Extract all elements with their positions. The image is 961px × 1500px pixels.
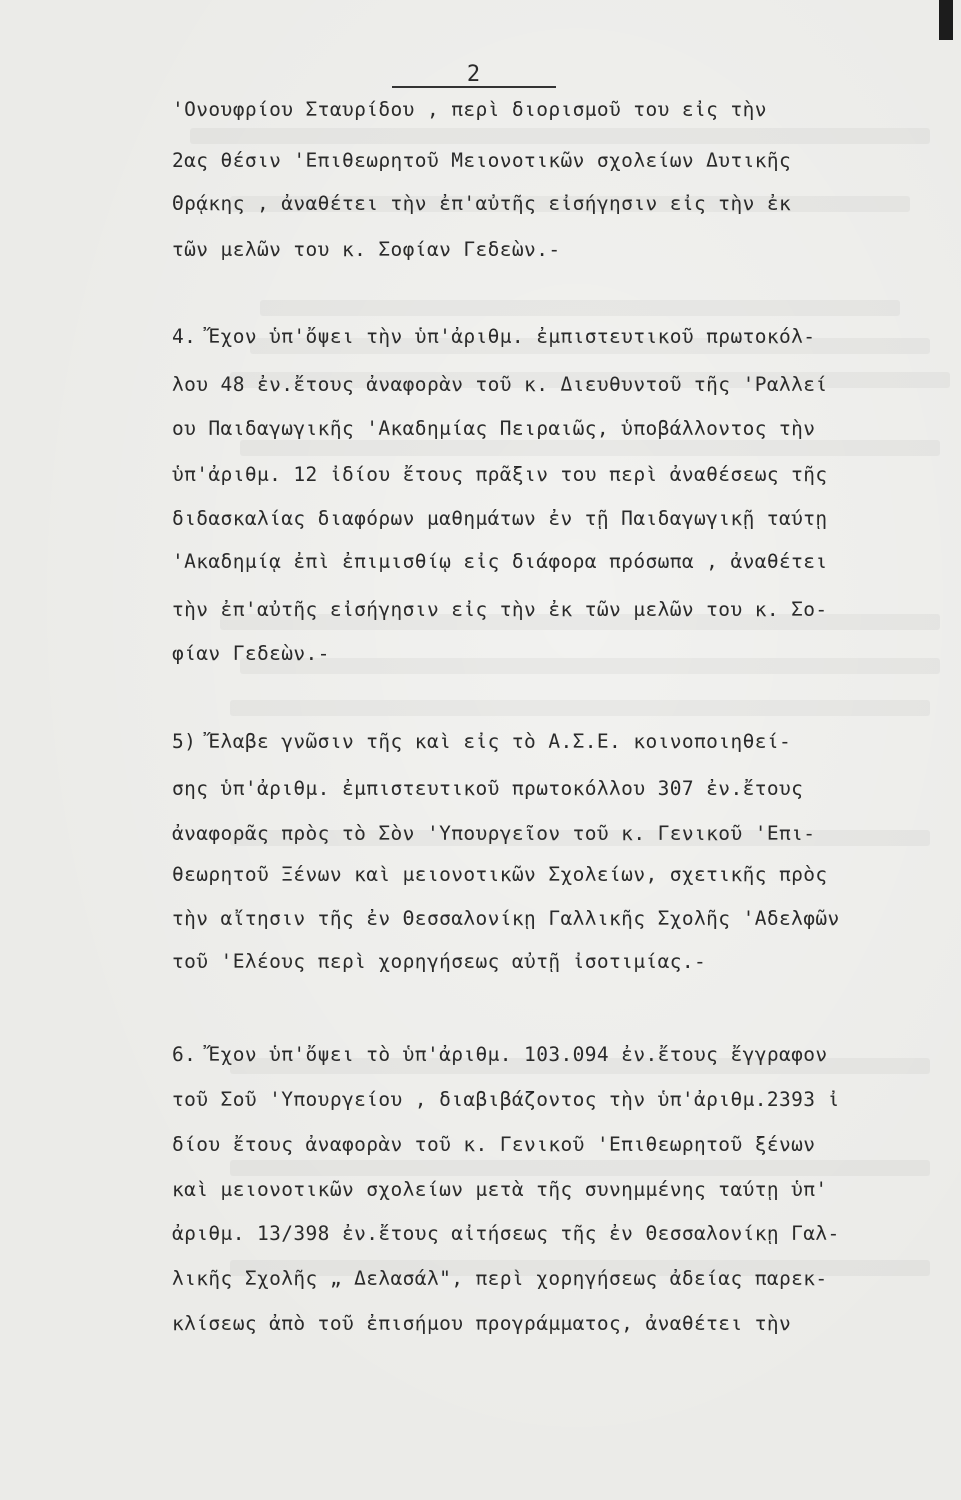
text-line: λικῆς Σχολῆς „ Δελασάλ", περὶ χορηγήσεως ἀδείας παρεκ- — [172, 1267, 828, 1290]
page-number — [384, 62, 564, 87]
bleed-through — [230, 1160, 930, 1176]
text-line: ου Παιδαγωγικῆς 'Ακαδημίας Πειραιῶς, ὑποβάλλοντος τὴν — [172, 417, 816, 440]
text-line: διδασκαλίας διαφόρων μαθημάτων ἐν τῇ Παιδαγωγικῇ ταύτῃ — [172, 507, 828, 530]
text-line: ὑπ'ἀριθμ. 12 ἰδίου ἔτους πρᾶξιν του περὶ ἀναθέσεως τῆς — [172, 463, 828, 486]
text-line: 4. Ἔχον ὑπ'ὄψει τὴν ὑπ'ἀριθμ. ἐμπιστευτικοῦ πρωτοκόλ- — [172, 325, 816, 348]
text-line: λου 48 ἐν.ἔτους ἀναφορὰν τοῦ κ. Διευθυντοῦ τῆς 'Ραλλεί — [172, 373, 828, 396]
bleed-through — [240, 658, 940, 674]
text-line: ἀριθμ. 13/398 ἐν.ἔτους αἰτήσεως τῆς ἐν Θεσσαλονίκῃ Γαλ- — [172, 1222, 840, 1245]
text-line: 6. Ἔχον ὑπ'ὄψει τὸ ὑπ'ἀριθμ. 103.094 ἐν.ἔτους ἔγγραφον — [172, 1043, 828, 1066]
text-line: τῶν μελῶν του κ. Σοφίαν Γεδεὼν.- — [172, 238, 561, 261]
bleed-through — [260, 300, 900, 316]
text-line: 5) Ἔλαβε γνῶσιν τῆς καὶ εἰς τὸ Α.Σ.Ε. κοινοποιηθεί- — [172, 730, 792, 753]
page-number-underline — [392, 86, 556, 88]
text-line: τοῦ Σοῦ 'Υπουργείου , διαβιβάζοντος τὴν ὑπ'ἀριθμ.2393 ἰ — [172, 1088, 840, 1111]
text-line: τοῦ 'Ελέους περὶ χορηγήσεως αὐτῇ ἰσοτιμίας.- — [172, 950, 707, 973]
text-line: 'Ονουφρίου Σταυρίδου , περὶ διορισμοῦ του εἰς τὴν — [172, 98, 767, 121]
text-line: τὴν αἴτησιν τῆς ἐν Θεσσαλονίκῃ Γαλλικῆς Σχολῆς 'Αδελφῶν — [172, 907, 840, 930]
bleed-through — [190, 128, 930, 144]
text-line: 2ας θέσιν 'Επιθεωρητοῦ Μειονοτικῶν σχολείων Δυτικῆς — [172, 149, 792, 172]
text-line: Θρᾴκης , ἀναθέτει τὴν ἐπ'αὐτῆς εἰσήγησιν εἰς τὴν ἐκ — [172, 192, 792, 215]
text-line: κλίσεως ἀπὸ τοῦ ἐπισήμου προγράμματος, ἀναθέτει τὴν — [172, 1312, 792, 1335]
bleed-through — [230, 700, 930, 716]
text-line: καὶ μειονοτικῶν σχολείων μετὰ τῆς συνημμένης ταύτῃ ὑπ' — [172, 1178, 828, 1201]
text-line: 'Ακαδημίᾳ ἐπὶ ἐπιμισθίῳ εἰς διάφορα πρόσωπα , ἀναθέτει — [172, 550, 828, 573]
text-line: φίαν Γεδεὼν.- — [172, 642, 330, 665]
page-number-text: 2 — [466, 62, 482, 87]
scan-corner-mark — [939, 0, 953, 40]
text-line: τὴν ἐπ'αὐτῆς εἰσήγησιν εἰς τὴν ἐκ τῶν μελῶν του κ. Σο- — [172, 598, 828, 621]
bleed-through — [240, 440, 940, 456]
text-line: σης ὑπ'ἀριθμ. ἐμπιστευτικοῦ πρωτοκόλλου 307 ἐν.ἔτους — [172, 777, 804, 800]
text-line: θεωρητοῦ Ξένων καὶ μειονοτικῶν Σχολείων, σχετικῆς πρὸς — [172, 863, 828, 886]
text-line: δίου ἔτους ἀναφορὰν τοῦ κ. Γενικοῦ 'Επιθεωρητοῦ ξένων — [172, 1133, 816, 1156]
text-line: ἀναφορᾶς πρὸς τὸ Σὸν 'Υπουργεῖον τοῦ κ. Γενικοῦ 'Επι- — [172, 822, 816, 845]
